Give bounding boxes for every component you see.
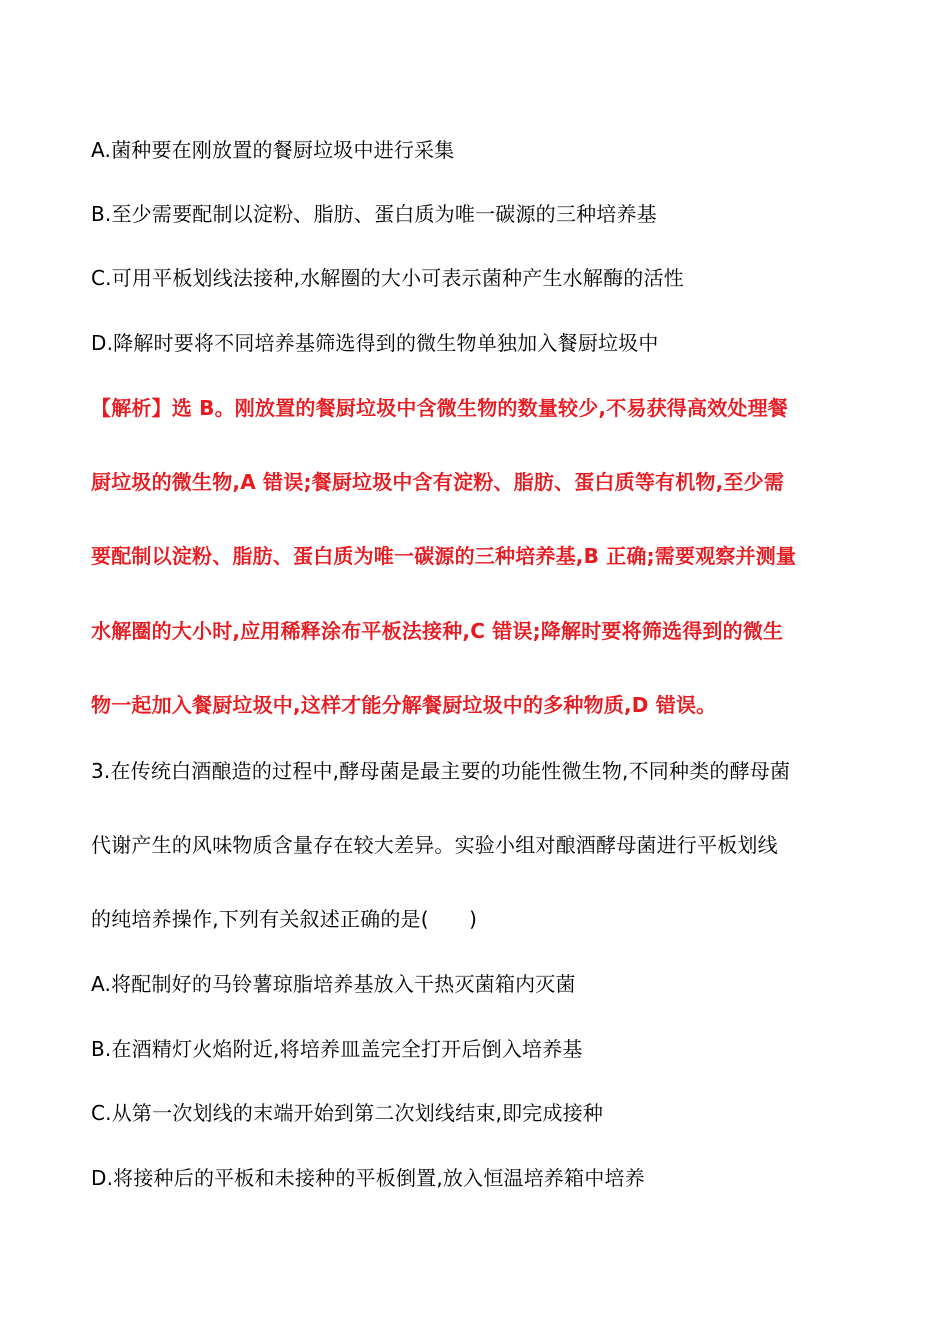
q2-option-c: C.可用平板划线法接种,水解圈的大小可表示菌种产生水解酶的活性: [91, 266, 684, 290]
analysis-line-1: 【解析】选 B。刚放置的餐厨垃圾中含微生物的数量较少,不易获得高效处理餐: [91, 396, 789, 420]
q3-stem-line-1: 3.在传统白酒酿造的过程中,酵母菌是最主要的功能性微生物,不同种类的酵母菌: [91, 759, 791, 783]
q3-option-d: D.将接种后的平板和未接种的平板倒置,放入恒温培养箱中培养: [91, 1166, 645, 1190]
q3-option-b: B.在酒精灯火焰附近,将培养皿盖完全打开后倒入培养基: [91, 1037, 583, 1061]
q2-option-a: A.菌种要在刚放置的餐厨垃圾中进行采集: [91, 138, 455, 162]
analysis-line-4: 水解圈的大小时,应用稀释涂布平板法接种,C 错误;降解时要将筛选得到的微生: [91, 619, 784, 643]
analysis-line-5: 物一起加入餐厨垃圾中,这样才能分解餐厨垃圾中的多种物质,D 错误。: [91, 693, 717, 717]
q3-option-a: A.将配制好的马铃薯琼脂培养基放入干热灭菌箱内灭菌: [91, 972, 576, 996]
analysis-line-3: 要配制以淀粉、脂肪、蛋白质为唯一碳源的三种培养基,B 正确;需要观察并测量: [91, 544, 797, 568]
q2-option-b: B.至少需要配制以淀粉、脂肪、蛋白质为唯一碳源的三种培养基: [91, 202, 657, 226]
q3-stem-line-2: 代谢产生的风味物质含量存在较大差异。实验小组对酿酒酵母菌进行平板划线: [91, 833, 778, 857]
analysis-line-2: 厨垃圾的微生物,A 错误;餐厨垃圾中含有淀粉、脂肪、蛋白质等有机物,至少需: [91, 470, 785, 494]
q3-stem-line-3: 的纯培养操作,下列有关叙述正确的是( ): [91, 907, 478, 931]
q3-option-c: C.从第一次划线的末端开始到第二次划线结束,即完成接种: [91, 1101, 604, 1125]
q2-option-d: D.降解时要将不同培养基筛选得到的微生物单独加入餐厨垃圾中: [91, 331, 659, 355]
